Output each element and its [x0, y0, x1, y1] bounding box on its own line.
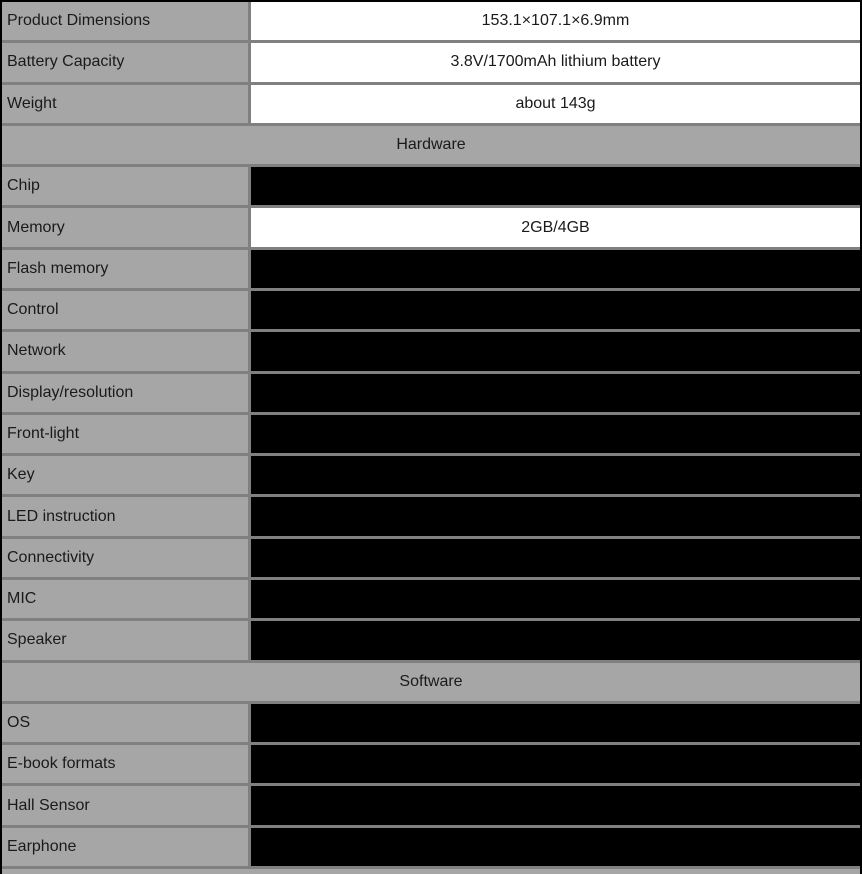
- spec-value-network-redacted: [251, 332, 860, 370]
- spec-value-hall-sensor-redacted: [251, 786, 860, 824]
- spec-value-battery-capacity: 3.8V/1700mAh lithium battery: [251, 43, 860, 81]
- spec-label-weight: Weight: [2, 85, 248, 123]
- spec-value-led-instruction-redacted: [251, 497, 860, 535]
- spec-label-chip: Chip: [2, 167, 248, 205]
- spec-label-control: Control: [2, 291, 248, 329]
- spec-value-earphone-redacted: [251, 828, 860, 866]
- spec-value-chip-redacted: [251, 167, 860, 205]
- spec-value-front-light-redacted: [251, 415, 860, 453]
- spec-label-memory: Memory: [2, 208, 248, 246]
- spec-value-display-resolution-redacted: [251, 374, 860, 412]
- spec-label-led-instruction: LED instruction: [2, 497, 248, 535]
- section-header-hardware: Hardware: [2, 126, 860, 164]
- spec-label-flash-memory: Flash memory: [2, 250, 248, 288]
- spec-value-product-dimensions: 153.1×107.1×6.9mm: [251, 2, 860, 40]
- spec-label-os: OS: [2, 704, 248, 742]
- spec-value-speaker-redacted: [251, 621, 860, 659]
- spec-label-hall-sensor: Hall Sensor: [2, 786, 248, 824]
- spec-value-ebook-formats-redacted: [251, 745, 860, 783]
- spec-value-control-redacted: [251, 291, 860, 329]
- spec-value-flash-memory-redacted: [251, 250, 860, 288]
- spec-label-mic: MIC: [2, 580, 248, 618]
- spec-value-weight: about 143g: [251, 85, 860, 123]
- spec-label-product-dimensions: Product Dimensions: [2, 2, 248, 40]
- spec-label-ebook-formats: E-book formats: [2, 745, 248, 783]
- spec-label-speaker: Speaker: [2, 621, 248, 659]
- spec-value-memory: 2GB/4GB: [251, 208, 860, 246]
- spec-label-earphone: Earphone: [2, 828, 248, 866]
- spec-label-key: Key: [2, 456, 248, 494]
- spec-label-connectivity: Connectivity: [2, 539, 248, 577]
- spec-label-network: Network: [2, 332, 248, 370]
- spec-value-os-redacted: [251, 704, 860, 742]
- spec-label-front-light: Front-light: [2, 415, 248, 453]
- spec-label-display-resolution: Display/resolution: [2, 374, 248, 412]
- spec-label-battery-capacity: Battery Capacity: [2, 43, 248, 81]
- section-header-software: Software: [2, 663, 860, 701]
- spec-value-key-redacted: [251, 456, 860, 494]
- spec-value-mic-redacted: [251, 580, 860, 618]
- spec-value-connectivity-redacted: [251, 539, 860, 577]
- cutoff-row-sliver: [2, 869, 860, 874]
